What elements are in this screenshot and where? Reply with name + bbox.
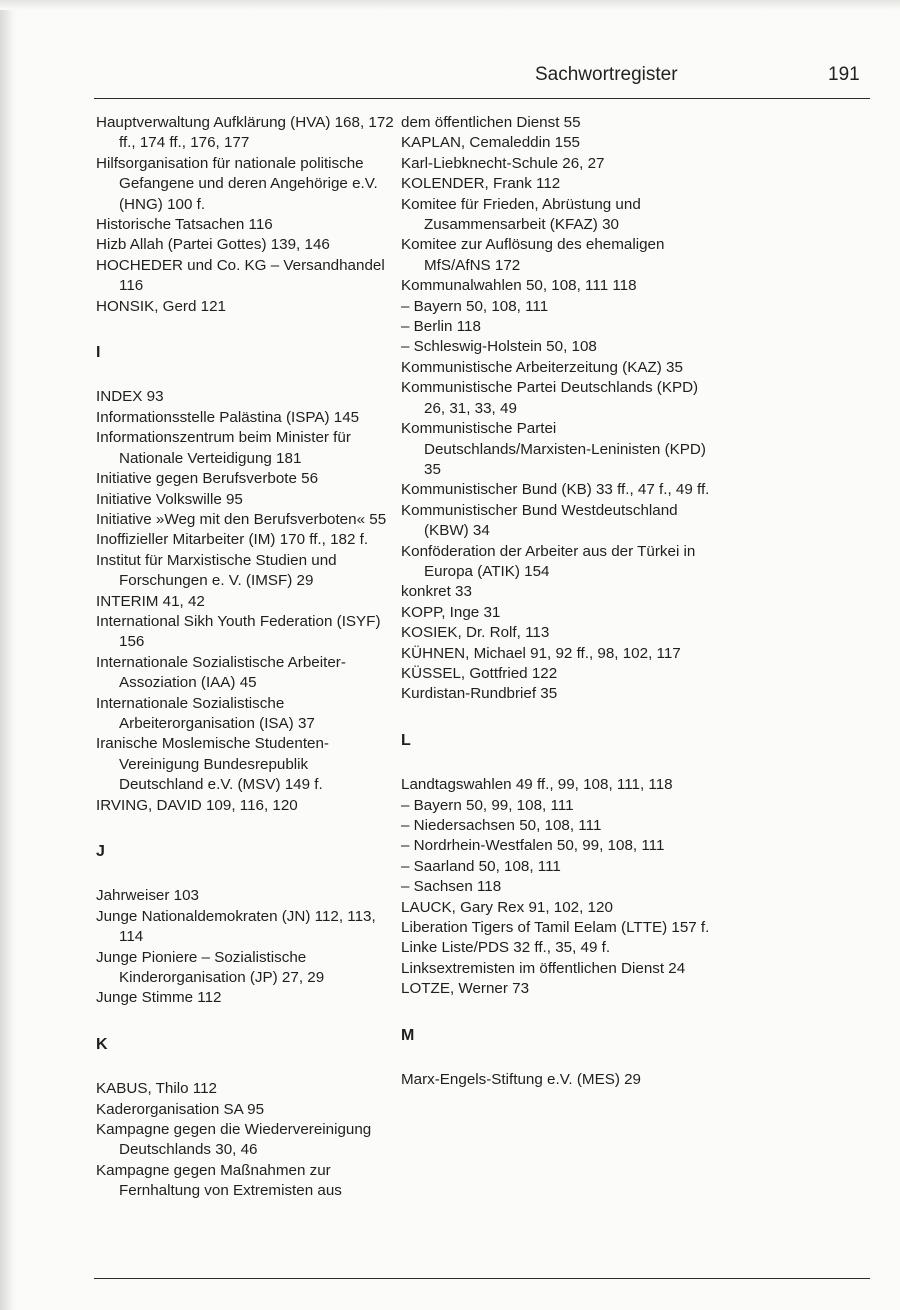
footer-rule [94, 1278, 870, 1279]
index-entry: HOCHEDER und Co. KG – Versandhandel 116 [96, 256, 385, 295]
index-entry: Inoffizieller Mitarbeiter (IM) 170 ff., 182 f. [96, 531, 369, 549]
index-entry: KAPLAN, Cemaleddin 155 [401, 134, 580, 152]
index-entry: Institut für Marxistische Studien und Forschungen e. V. (IMSF) 29 [96, 551, 337, 590]
index-column-right [401, 113, 711, 1090]
index-entry: – Niedersachsen 50, 108, 111 [401, 817, 602, 834]
index-entry: Landtagswahlen 49 ff., 99, 108, 111, 118 [401, 776, 673, 794]
index-entry: konkret 33 [401, 583, 472, 601]
index-entry: KABUS, Thilo 112 [96, 1080, 218, 1098]
page-number: 191 [828, 64, 860, 85]
index-entry: Linksextremisten im öffentlichen Dienst 24 [401, 959, 686, 977]
index-entry: Informationszentrum beim Minister für Nationale Verteidigung 181 [96, 429, 351, 467]
index-entry: Komitee zur Auflösung des ehemaligen MfS/AfNS 172 [401, 236, 665, 274]
index-column-left [96, 113, 396, 1202]
index-entry: INTERIM 41, 42 [96, 592, 205, 610]
index-entry: Junge Pioniere – Sozialistische Kinderorganisation (JP) 27, 29 [96, 948, 325, 987]
index-entry: Kommunistischer Bund (KB) 33 ff., 47 f., 49 ff. [401, 481, 710, 499]
index-entry: Kommunistischer Bund Westdeutschland (KBW) 34 [401, 501, 678, 540]
index-entry: Internationale Sozialistische Arbeiter-Assoziation (IAA) 45 [96, 653, 346, 692]
index-entry: Hizb Allah (Partei Gottes) 139, 146 [96, 236, 330, 254]
index-entry: – Berlin 118 [401, 318, 481, 336]
index-entry: KOLENDER, Frank 112 [401, 175, 561, 193]
index-entry: Internationale Sozialistische Arbeiterorganisation (ISA) 37 [96, 694, 315, 732]
index-entry: Komitee für Frieden, Abrüstung und Zusammensarbeit (KFAZ) 30 [401, 195, 641, 234]
index-entry: – Bayern 50, 108, 111 [401, 297, 549, 315]
index-entry: Linke Liste/PDS 32 ff., 35, 49 f. [401, 939, 611, 957]
index-entry: dem öffentlichen Dienst 55 [401, 114, 581, 131]
index-entry: INDEX 93 [96, 388, 164, 406]
index-entry: Historische Tatsachen 116 [96, 216, 273, 234]
index-entry: – Schleswig-Holstein 50, 108 [401, 338, 597, 356]
index-entry: KÜHNEN, Michael 91, 92 ff., 98, 102, 117 [401, 644, 681, 662]
index-entry: – Nordrhein-Westfalen 50, 99, 108, 111 [401, 837, 665, 855]
index-entry: IRVING, DAVID 109, 116, 120 [96, 796, 298, 814]
page-top-shadow [0, 0, 900, 10]
index-entry: KÜSSEL, Gottfried 122 [401, 664, 558, 682]
index-entry: Liberation Tigers of Tamil Eelam (LTTE) 157 f. [401, 919, 710, 937]
page-gutter-shadow [0, 0, 18, 1310]
index-entry: Initiative gegen Berufsverbote 56 [96, 470, 319, 488]
index-entry: Kommunistische Partei Deutschlands/Marxisten-Leninisten (KPD) 35 [401, 420, 706, 478]
index-entry: Informationsstelle Palästina (ISPA) 145 [96, 408, 360, 426]
index-entry: Kaderorganisation SA 95 [96, 1100, 265, 1118]
index-entry: LAUCK, Gary Rex 91, 102, 120 [401, 898, 613, 916]
index-entry: Iranische Moslemische Studenten-Vereinigung Bundesrepublik Deutschland e.V. (MSV) 149 f. [96, 735, 329, 794]
index-entry: Karl-Liebknecht-Schule 26, 27 [401, 154, 605, 172]
index-entry: Kampagne gegen die Wiedervereinigung Deutschlands 30, 46 [96, 1121, 372, 1159]
index-entry: Junge Stimme 112 [96, 989, 222, 1007]
index-letter-heading: K [96, 1035, 108, 1053]
index-entry: Kampagne gegen Maßnahmen zur Fernhaltung von Extremisten aus [96, 1161, 342, 1200]
index-entry: Hilfsorganisation für nationale politische Gefangene und deren Angehörige e.V. (HNG) 100 f. [96, 154, 378, 213]
header-rule [94, 98, 870, 99]
index-entry: – Saarland 50, 108, 111 [401, 857, 561, 875]
index-entry: KOSIEK, Dr. Rolf, 113 [401, 624, 550, 642]
index-entry: KOPP, Inge 31 [401, 603, 501, 621]
index-letter-heading: L [401, 731, 411, 749]
index-entry: Junge Nationaldemokraten (JN) 112, 113, 114 [96, 907, 376, 946]
index-entry: International Sikh Youth Federation (ISYF) 156 [96, 612, 381, 651]
index-entry: HONSIK, Gerd 121 [96, 297, 226, 315]
index-entry: – Sachsen 118 [401, 878, 502, 896]
index-entry: – Bayern 50, 99, 108, 111 [401, 796, 574, 814]
index-entry: Hauptverwaltung Aufklärung (HVA) 168, 172 ff., 174 ff., 176, 177 [96, 114, 394, 152]
index-entry: Kommunalwahlen 50, 108, 111 118 [401, 277, 637, 295]
index-entry: Initiative »Weg mit den Berufsverboten« 55 [96, 510, 387, 528]
index-entry: Kommunistische Partei Deutschlands (KPD) 26, 31, 33, 49 [401, 379, 699, 417]
index-entry: Initiative Volkswille 95 [96, 490, 243, 508]
index-entry: Konföderation der Arbeiter aus der Türkei in Europa (ATIK) 154 [401, 542, 696, 580]
index-entry: Kommunistische Arbeiterzeitung (KAZ) 35 [401, 358, 683, 376]
index-letter-heading: I [96, 344, 101, 362]
index-letter-heading: J [96, 843, 105, 860]
index-entry: Marx-Engels-Stiftung e.V. (MES) 29 [401, 1071, 642, 1089]
index-letter-heading: M [401, 1026, 415, 1044]
index-entry: Jahrweiser 103 [96, 887, 199, 905]
running-title: Sachwortregister [535, 64, 678, 85]
index-entry: LOTZE, Werner 73 [401, 980, 530, 998]
index-entry: Kurdistan-Rundbrief 35 [401, 685, 558, 703]
